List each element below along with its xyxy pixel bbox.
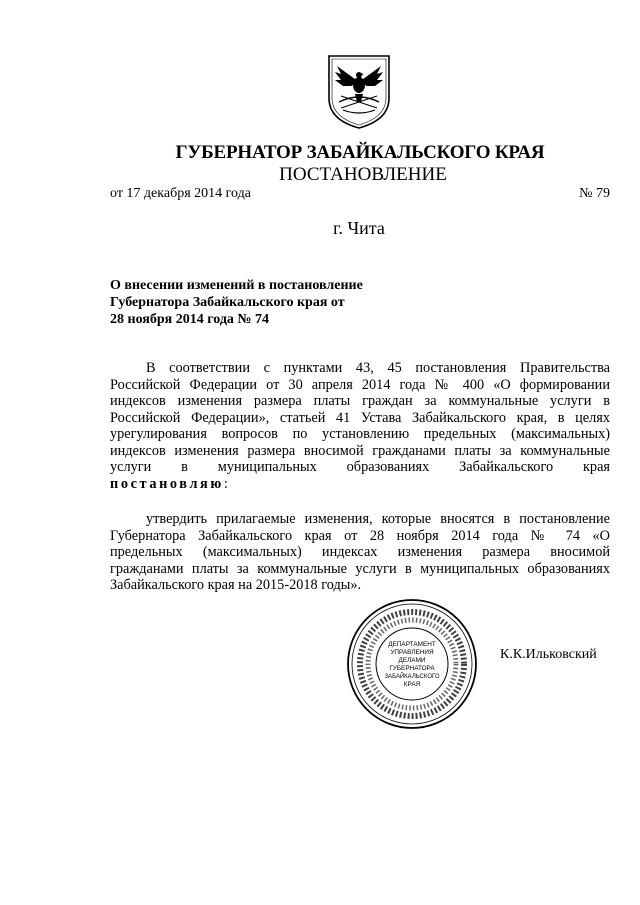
paragraph-line: В соответствии с пунктами 43, 45 постановления Правительства: [146, 360, 610, 376]
paragraph-line: индексов изменения размера вносимой гражданами платы за коммунальные: [110, 442, 610, 459]
document-number: № 79: [579, 186, 610, 201]
paragraph-line: утвердить прилагаемые изменения, которые вносятся в постановление: [146, 511, 610, 527]
paragraph-line: услуги в муниципальных образованиях Забайкальского края: [110, 459, 610, 475]
city-name: г. Чита: [333, 218, 385, 238]
paragraph-line: Российской Федерации от 30 апреля 2014 года № 400 «О формировании: [110, 376, 610, 393]
stamp-line: ЗАБАЙКАЛЬСКОГО: [384, 674, 440, 680]
subject-line: О внесении изменений в постановление: [110, 278, 363, 293]
paragraph-line: Губернатора Забайкальского края от 28 ноября 2014 года № 74 «О: [110, 527, 610, 544]
document-date: от 17 декабря 2014 года: [110, 186, 251, 201]
signatory-name: К.К.Ильковский: [500, 647, 597, 662]
stamp-line: УПРАВЛЕНИЯ: [390, 649, 434, 656]
coat-of-arms-emblem: [325, 52, 393, 130]
document-type: ПОСТАНОВЛЕНИЕ: [279, 164, 447, 185]
paragraph-line: Забайкальского края на 2015-2018 годы».: [110, 577, 362, 593]
stamp-line: КРАЯ: [403, 681, 421, 688]
decree-colon: :: [223, 475, 228, 492]
stamp-line: ДЕПАРТАМЕНТ: [388, 641, 436, 648]
subject-line: Губернатора Забайкальского края от: [110, 295, 345, 310]
stamp-seal-icon: [344, 596, 480, 732]
resolution-paragraph: [110, 511, 610, 594]
paragraph-line: гражданами платы за коммунальные услуги в муниципальных образованиях: [110, 560, 610, 577]
issuer-title: ГУБЕРНАТОР ЗАБАЙКАЛЬСКОГО КРАЯ: [175, 142, 545, 163]
paragraph-line: индексов изменения размера платы граждан за коммунальные услуги в: [110, 393, 610, 409]
official-stamp: [344, 596, 480, 732]
decree-line: [110, 476, 610, 493]
subject-line: 28 ноября 2014 года № 74: [110, 312, 269, 327]
coat-of-arms-icon: [325, 52, 393, 130]
paragraph-line: урегулирования вопросов по установлению предельных (максимальных): [110, 426, 610, 442]
stamp-line: ГУБЕРНАТОРА: [389, 665, 435, 672]
paragraph-line: Российской Федерации», статьей 41 Устава Забайкальского края, в целях: [110, 409, 610, 426]
document-subject: [110, 277, 440, 328]
preamble-paragraph: [110, 360, 610, 492]
stamp-line: ДЕЛАМИ: [398, 657, 426, 664]
decree-word: постановляю: [110, 475, 224, 492]
paragraph-line: предельных (максимальных) индексах изменения размера вносимой: [110, 544, 610, 560]
